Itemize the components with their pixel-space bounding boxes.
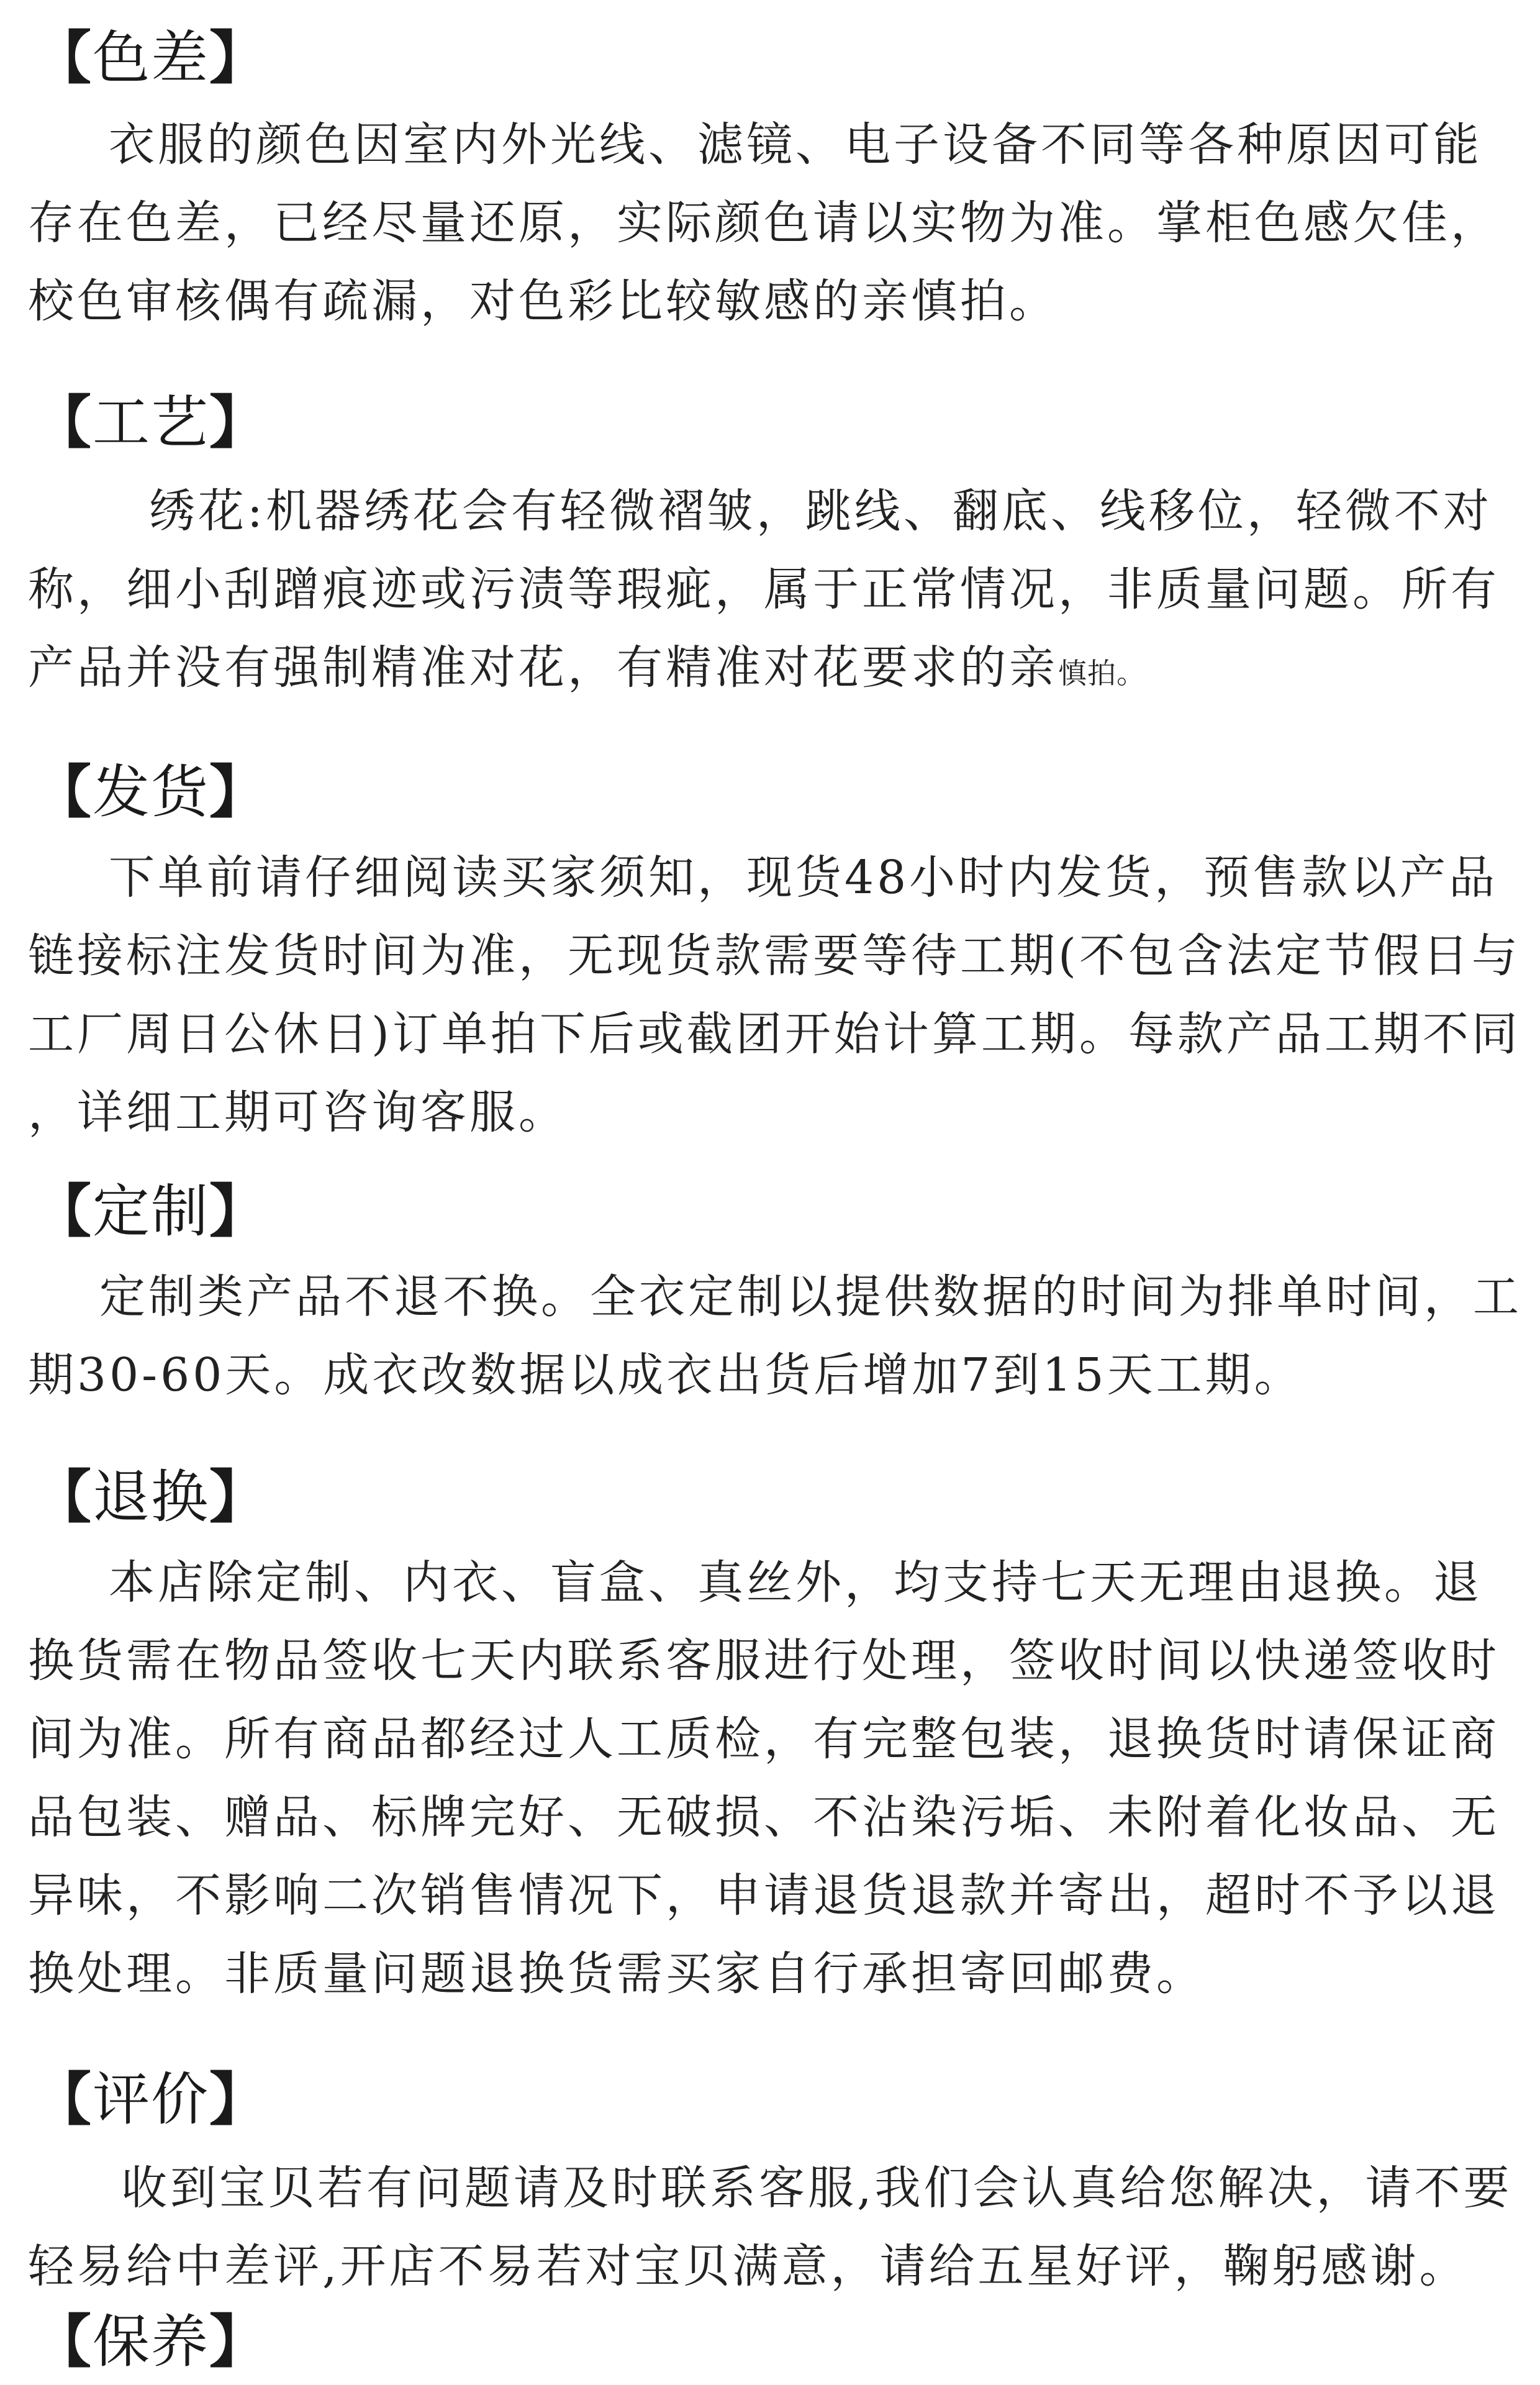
- paragraph-line: 存在色差，已经尽量还原，实际颜色请以实物为准。掌柜色感欠佳，: [28, 196, 1500, 250]
- paragraph-line: 间为准。所有商品都经过人工质检，有完整包装，退换货时请保证商: [28, 1712, 1500, 1766]
- bracket-open: 【: [34, 389, 93, 456]
- heading-text: 发货: [93, 759, 210, 825]
- heading-text: 工艺: [93, 389, 210, 456]
- bracket-open: 【: [34, 758, 93, 825]
- bracket-close: 】: [209, 2066, 268, 2133]
- heading-text: 评价: [93, 2066, 210, 2133]
- bracket-close: 】: [209, 2308, 268, 2375]
- paragraph-line: 品包装、赠品、标牌完好、无破损、不沾染污垢、未附着化妆品、无: [28, 1791, 1500, 1844]
- paragraph-line: 工厂周日公休日)订单拍下后或截团开始计算工期。每款产品工期不同: [28, 1007, 1521, 1061]
- paragraph-line: 绣花:机器绣花会有轻微褶皱，跳线、翻底、线移位，轻微不对: [149, 484, 1492, 538]
- section-body-reviews: [28, 2149, 1512, 2306]
- section-heading-care: [34, 2307, 268, 2376]
- section-heading-reviews: [34, 2065, 268, 2134]
- heading-text: 色差: [93, 25, 210, 91]
- bracket-open: 【: [34, 1463, 93, 1530]
- paragraph-line: 轻易给中差评,开店不易若对宝贝满意，请给五星好评，鞠躬感谢。: [28, 2240, 1469, 2293]
- bracket-close: 】: [209, 389, 268, 456]
- section-body-custom: [28, 1258, 1522, 1414]
- paragraph-line: 换货需在物品签收七天内联系客服进行处理，签收时间以快递签收时: [28, 1634, 1500, 1688]
- bracket-close: 】: [209, 758, 268, 825]
- paragraph-line-text: 产品并没有强制精准对花，有精准对花要求的亲: [28, 641, 1058, 694]
- paragraph-line: 收到宝贝若有问题请及时联系客服,我们会认真给您解决，请不要: [121, 2161, 1513, 2215]
- paragraph-line: 异味，不影响二次销售情况下，申请退货退款并寄出，超时不予以退: [28, 1869, 1500, 1922]
- bracket-close: 】: [209, 1178, 268, 1245]
- paragraph-line: 本店除定制、内衣、盲盒、真丝外，均支持七天无理由退换。退: [109, 1556, 1482, 1609]
- heading-text: 保养: [93, 2309, 210, 2375]
- paragraph-line: 下单前请仔细阅读买家须知，现货48小时内发货，预售款以产品: [109, 851, 1498, 904]
- bracket-close: 】: [209, 24, 268, 91]
- section-heading-craft: [34, 388, 268, 457]
- section-heading-color-difference: [34, 24, 268, 93]
- paragraph-line: ，详细工期可咨询客服。: [28, 1086, 568, 1139]
- paragraph-line: 定制类产品不退不换。全衣定制以提供数据的时间为排单时间，工: [99, 1270, 1522, 1324]
- section-body-craft: [28, 472, 1512, 707]
- paragraph-line: 衣服的颜色因室内外光线、滤镜、电子设备不同等各种原因可能: [109, 118, 1482, 171]
- section-body-returns: [28, 1543, 1512, 2013]
- bracket-open: 【: [34, 1178, 93, 1245]
- bracket-open: 【: [34, 24, 93, 91]
- heading-text: 定制: [93, 1178, 210, 1245]
- section-heading-custom: [34, 1177, 268, 1246]
- section-heading-shipping: [34, 758, 268, 827]
- paragraph-line: 期30-60天。成衣改数据以成衣出货后增加7到15天工期。: [28, 1348, 1303, 1402]
- bracket-open: 【: [34, 2308, 93, 2375]
- paragraph-line: 校色审核偶有疏漏，对色彩比较敏感的亲慎拍。: [28, 275, 1058, 328]
- paragraph-line: 换处理。非质量问题退换货需买家自行承担寄回邮费。: [28, 1947, 1205, 2001]
- section-body-shipping: [28, 838, 1521, 1152]
- section-body-color-difference: [28, 106, 1512, 340]
- paragraph-line: 称，细小刮蹭痕迹或污渍等瑕疵，属于正常情况，非质量问题。所有: [28, 563, 1500, 616]
- section-heading-returns: [34, 1463, 268, 1532]
- paragraph-line: 链接标注发货时间为准，无现货款需要等待工期(不包含法定节假日与: [28, 929, 1521, 983]
- heading-text: 退换: [93, 1464, 210, 1530]
- bracket-open: 【: [34, 2066, 93, 2133]
- paragraph-line-tail: 慎拍。: [1058, 656, 1146, 690]
- paragraph-line: [28, 629, 1512, 707]
- bracket-close: 】: [209, 1463, 268, 1530]
